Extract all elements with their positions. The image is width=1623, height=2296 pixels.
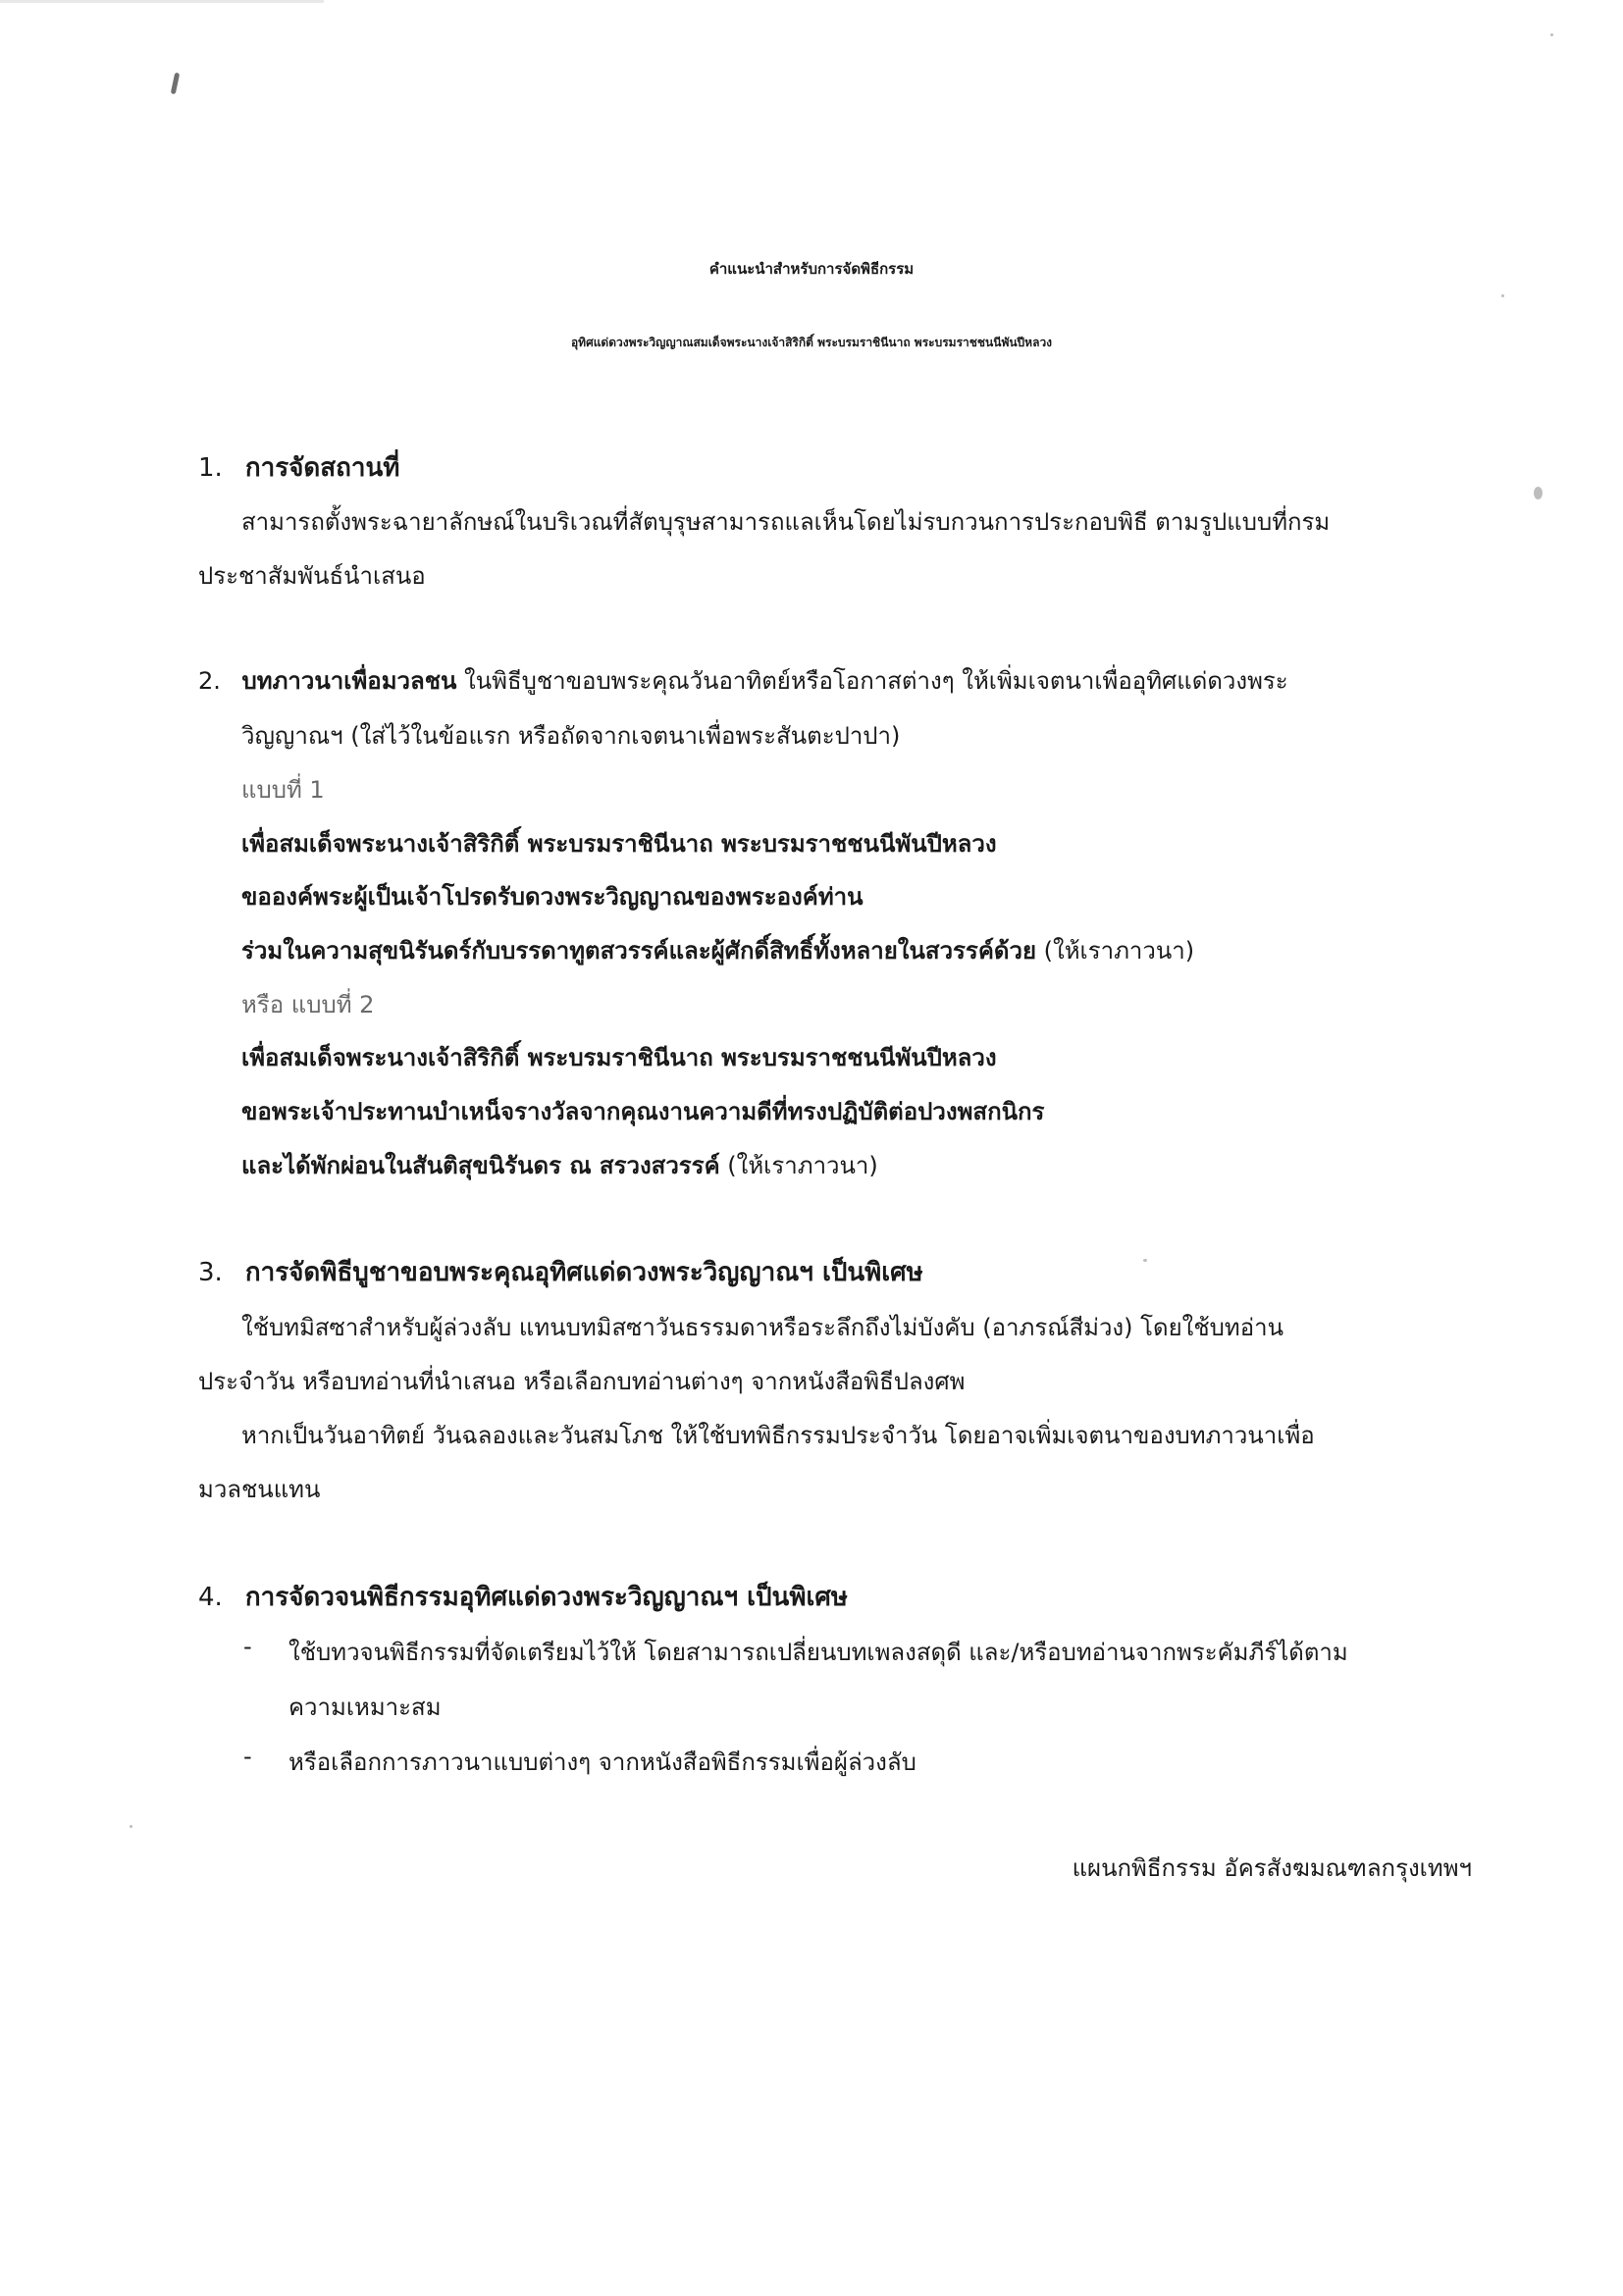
- section-4-item-1: ใช้บทวจนพิธีกรรมที่จัดเตรียมไว้ให้ โดยสามารถเปลี่ยนบทเพลงสดุดี และ/หรือบทอ่านจากพระคัมภีร์ได้ตาม: [288, 1639, 1348, 1666]
- form-2-label: หรือ แบบที่ 2: [241, 991, 375, 1018]
- section-1-line-1: สามารถตั้งพระฉายาลักษณ์ในบริเวณที่สัตบุรุษสามารถแลเห็นโดยไม่รบกวนการประกอบพิธี ตามรูปแบบที่กรม: [241, 508, 1331, 536]
- section-4-number: 4.: [198, 1583, 223, 1612]
- form-1-note: (ให้เราภาวนา): [1036, 937, 1195, 965]
- section-1-line-2: ประชาสัมพันธ์นำเสนอ: [198, 562, 426, 590]
- section-2-line-2: วิญญาณฯ (ใส่ไว้ในข้อแรก หรือถัดจากเจตนาเพื่อพระสันตะปาปา): [241, 722, 901, 750]
- section-4-title: การจัดวจนพิธีกรรมอุทิศแด่ดวงพระวิญญาณฯ เป็นพิเศษ: [244, 1583, 848, 1612]
- section-3-heading: [198, 1252, 923, 1292]
- section-4-item-2: หรือเลือกการภาวนาแบบต่างๆ จากหนังสือพิธีกรรมเพื่อผู้ล่วงลับ: [288, 1748, 916, 1776]
- section-2-intro: [198, 661, 1288, 700]
- section-1-title: การจัดสถานที่: [244, 453, 400, 483]
- form-1-label: แบบที่ 1: [241, 776, 325, 804]
- scan-speck: [1143, 1259, 1147, 1262]
- section-3-number: 3.: [198, 1258, 223, 1287]
- scan-artifact-line: [0, 0, 324, 3]
- section-1-number: 1.: [198, 453, 223, 483]
- section-4-bullet-2: -: [243, 1743, 252, 1770]
- section-3-line-1: ใช้บทมิสซาสำหรับผู้ล่วงลับ แทนบทมิสซาวันธรรมดาหรือระลึกถึงไม่บังคับ (อาภรณ์สีม่วง) โดยใช้บทอ่าน: [241, 1314, 1284, 1341]
- form-1-line-3-text: ร่วมในความสุขนิรันดร์กับบรรดาทูตสวรรค์และผู้ศักดิ์สิทธิ์ทั้งหลายในสวรรค์ด้วย: [241, 937, 1036, 965]
- scan-speck: [1501, 294, 1504, 297]
- scan-speck: [171, 73, 180, 95]
- form-1-line-1: เพื่อสมเด็จพระนางเจ้าสิริกิติ์ พระบรมราชินีนาถ พระบรมราชชนนีพันปีหลวง: [241, 830, 997, 858]
- form-2-note: (ให้เราภาวนา): [719, 1152, 878, 1179]
- scan-speck: [130, 1825, 132, 1828]
- section-3-line-2: ประจำวัน หรือบทอ่านที่นำเสนอ หรือเลือกบทอ่านต่างๆ จากหนังสือพิธีปลงศพ: [198, 1368, 966, 1395]
- section-3-line-3: หากเป็นวันอาทิตย์ วันฉลองและวันสมโภช ให้ใช้บทพิธีกรรมประจำวัน โดยอาจเพิ่มเจตนาของบทภาวนาเพื่อ: [241, 1422, 1315, 1449]
- section-4-item-1-cont: ความเหมาะสม: [288, 1694, 442, 1721]
- section-4-heading: [198, 1577, 848, 1617]
- signature: แผนกพิธีกรรม อัครสังฆมณฑลกรุงเทพฯ: [1072, 1854, 1472, 1882]
- scan-speck: [1534, 487, 1543, 499]
- section-3-line-4: มวลชนแทน: [198, 1476, 321, 1503]
- section-2-number: 2.: [198, 667, 221, 695]
- section-2-title: บทภาวนาเพื่อมวลชน: [241, 667, 457, 695]
- form-2-line-3: [241, 1146, 878, 1184]
- form-2-line-3-text: และได้พักผ่อนในสันติสุขนิรันดร ณ สรวงสวรรค์: [241, 1152, 720, 1179]
- form-2-line-2: ขอพระเจ้าประทานบำเหน็จรางวัลจากคุณงานความดีที่ทรงปฏิบัติต่อปวงพสกนิกร: [241, 1098, 1045, 1125]
- section-1-heading: [198, 447, 399, 488]
- form-2-line-1: เพื่อสมเด็จพระนางเจ้าสิริกิติ์ พระบรมราชินีนาถ พระบรมราชชนนีพันปีหลวง: [241, 1044, 997, 1071]
- document-subtitle: อุทิศแด่ดวงพระวิญญาณสมเด็จพระนางเจ้าสิริกิติ์ พระบรมราชินีนาถ พระบรมราชชนนีพันปีหลวง: [570, 336, 1053, 349]
- form-1-line-2: ขอองค์พระผู้เป็นเจ้าโปรดรับดวงพระวิญญาณของพระองค์ท่าน: [241, 883, 864, 911]
- section-2-intro-text: ในพิธีบูชาขอบพระคุณวันอาทิตย์หรือโอกาสต่างๆ ให้เพิ่มเจตนาเพื่ออุทิศแด่ดวงพระ: [456, 667, 1288, 695]
- form-1-line-3: [241, 931, 1194, 969]
- document-title: คำแนะนำสำหรับการจัดพิธีกรรม: [708, 260, 915, 278]
- section-3-title: การจัดพิธีบูชาขอบพระคุณอุทิศแด่ดวงพระวิญญาณฯ เป็นพิเศษ: [244, 1258, 923, 1287]
- section-4-bullet-1: -: [243, 1633, 252, 1660]
- scan-speck: [1550, 33, 1553, 36]
